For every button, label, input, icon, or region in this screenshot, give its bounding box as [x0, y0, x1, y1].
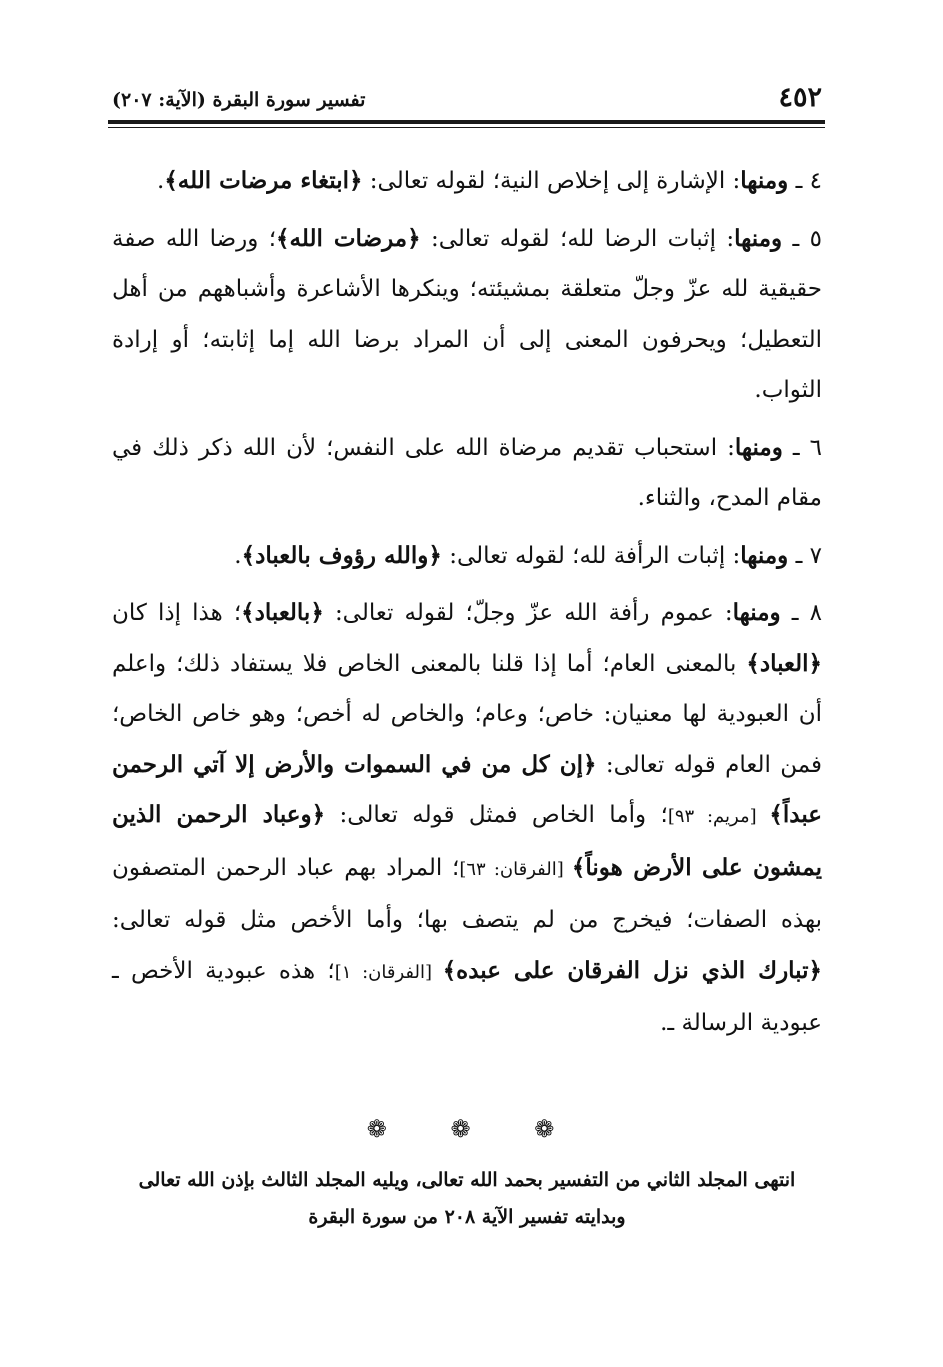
quran-quote: ﴿والله رؤوف بالعباد﴾: [241, 541, 442, 569]
page-number: ٤٥٢: [778, 82, 822, 113]
verse-reference: [مريم: ٩٣]: [667, 806, 770, 827]
quran-quote: ﴿مرضات الله﴾: [276, 224, 421, 252]
paragraph-5: [112, 214, 822, 416]
body-text-run: ؛ ورضا الله صفة حقيقية لله عزّ وجلّ متعلقة بمشيئته؛ وينكرها الأشاعرة وأشباههم من أهل التعطيل؛ ويحرفون المعنى إلى أن المراد برضا الله إما إثابته؛ أو إرادة الثواب.: [112, 225, 822, 403]
paragraph-7: [112, 531, 822, 582]
header-rule-thin: [108, 127, 825, 128]
body-text-run: ؛ وأما الخاص فمثل قوله تعالى:: [325, 802, 668, 828]
header-rule-thick: [108, 120, 825, 124]
quran-quote: ﴿العباد﴾: [746, 649, 822, 677]
body-text-run: ٤ ـ: [788, 168, 822, 194]
body-text-run: .: [234, 542, 242, 569]
body-text-run: : إثبات الرأفة لله؛ لقوله تعالى:: [441, 542, 741, 569]
running-title: تفسير سورة البقرة (الآية: ٢٠٧): [112, 89, 366, 111]
body-text-run: : عموم رأفة الله عزّ وجلّ؛ لقوله تعالى:: [323, 600, 733, 626]
body-text-run: بالمعنى العام؛ أما إذا قلنا بالمعنى الخاص فلا يستفاد ذلك؛ واعلم أن العبودية لها معنيان: خاص؛ وعام؛ والخاص له أخص؛ وهو خاص الخاص؛ فمن العام قوله تعالى:: [112, 650, 822, 778]
quran-quote: ﴿وعباد الرحمن الذين يمشون على الأرض هوناً﴾: [112, 801, 822, 881]
flower-ornament-icon: ❁: [366, 1115, 409, 1143]
quran-quote: ﴿ابتغاء مرضات الله﴾: [164, 167, 363, 194]
body-text-run: ؛ هذا إذا كان: [112, 600, 242, 626]
verse-reference: [الفرقان: ١]: [334, 961, 443, 983]
body-text-run: : إثبات الرضا لله؛ لقوله تعالى:: [420, 225, 735, 252]
paragraph-4: [112, 156, 822, 207]
point-marker: ومنها: [734, 224, 783, 252]
quran-quote: ﴿بالعباد﴾: [241, 599, 324, 626]
section-divider: [0, 1114, 943, 1144]
body-text-run: .: [157, 168, 165, 194]
body-text-run: : استحباب تقديم مرضاة الله على النفس؛ لأن الله ذكر ذلك في مقام المدح، والثناء.: [112, 434, 822, 511]
body-text-run: : الإشارة إلى إخلاص النية؛ لقوله تعالى:: [362, 168, 741, 194]
quran-quote: ﴿تبارك الذي نزل الفرقان على عبده﴾: [442, 956, 823, 984]
paragraph-8: [112, 588, 822, 1049]
body-text-run: ٦ ـ: [782, 434, 822, 461]
paragraph-6: [112, 423, 822, 524]
body-text-run: ٨ ـ: [780, 600, 822, 626]
point-marker: ومنها: [740, 541, 789, 569]
colophon-line: وبدايته تفسير الآية ٢٠٨ من سورة البقرة: [308, 1206, 626, 1228]
point-marker: ومنها: [734, 433, 783, 461]
body-text-run: ؛ المراد بهم عباد الرحمن المتصفون بهذه الصفات؛ فيخرج من لم يتصف بها؛ وأما الأخص مثل قوله تعالى:: [112, 854, 822, 933]
verse-reference: [الفرقان: ٦٣]: [459, 858, 572, 880]
quran-quote: ﴿إن كل من في السموات والأرض إلا آتي الرحمن عبداً﴾: [112, 750, 822, 828]
volume-colophon: [112, 1162, 822, 1236]
point-marker: ومنها: [732, 599, 781, 626]
point-marker: ومنها: [740, 167, 789, 194]
page-header: [112, 82, 822, 116]
body-text-run: ٧ ـ: [788, 542, 822, 569]
body-text-run: ؛ هذه عبودية الأخص ـ عبودية الرسالة ـ.: [112, 957, 822, 1036]
colophon-line: انتهى المجلد الثاني من التفسير بحمد الله تعالى، ويليه المجلد الثالث بإذن الله تعالى: [138, 1169, 796, 1191]
flower-ornament-icon: ❁: [450, 1115, 493, 1143]
flower-ornament-icon: ❁: [534, 1115, 577, 1143]
body-text: [112, 156, 822, 1056]
body-text-run: ٥ ـ: [782, 225, 822, 252]
